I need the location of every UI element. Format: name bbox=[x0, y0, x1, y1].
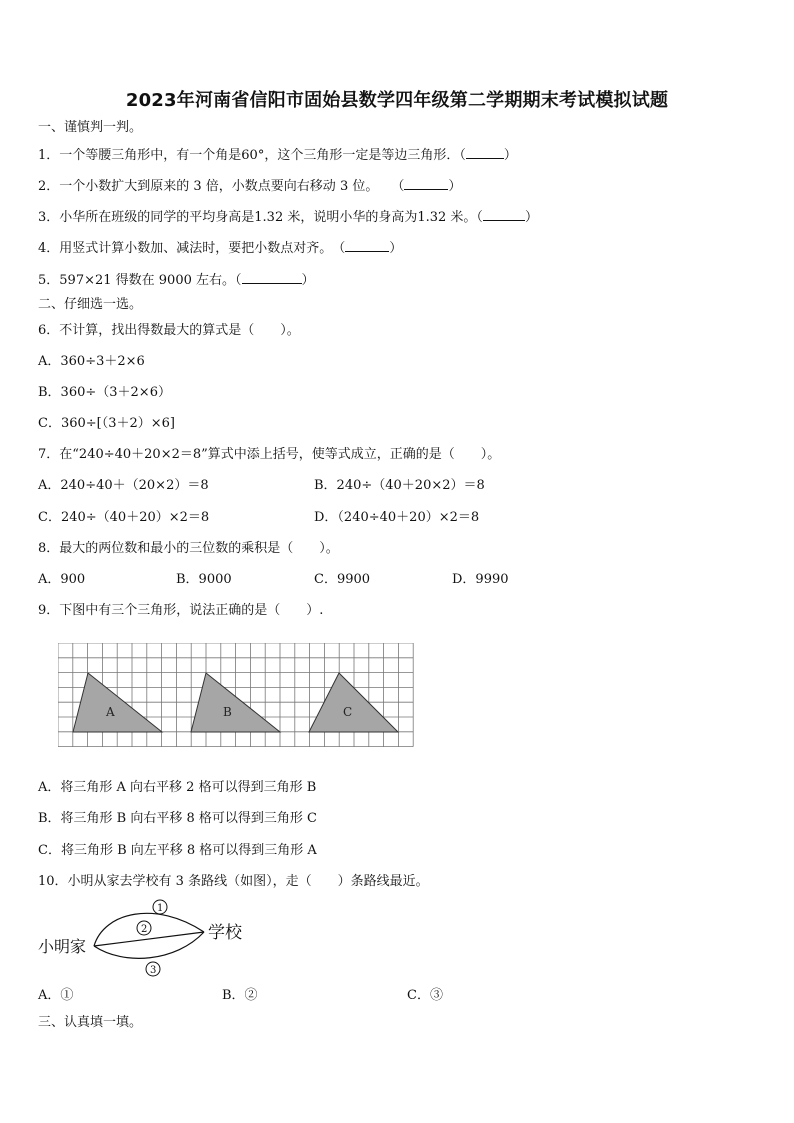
question-7: 7．在“240÷40＋20×2＝8”算式中添上括号，使等式成立，正确的是（ ）。 bbox=[38, 447, 501, 462]
answer-blank-2[interactable] bbox=[404, 177, 448, 190]
school-label: 学校 bbox=[208, 923, 242, 943]
section-heading-1: 一、谨慎判一判。 bbox=[38, 120, 143, 135]
route-3-number: 3 bbox=[150, 965, 157, 976]
route-diagram bbox=[36, 896, 256, 980]
question-6-option-b[interactable]: B．360÷（3＋2×6） bbox=[38, 385, 171, 400]
answer-blank-1[interactable] bbox=[466, 146, 504, 159]
route-1-number: 1 bbox=[157, 903, 164, 914]
question-5-text: 5．597×21 得数在 9000 左右。（ bbox=[38, 273, 242, 288]
triangle-b-label: B bbox=[223, 705, 232, 719]
question-9-option-b[interactable]: B．将三角形 B 向右平移 8 格可以得到三角形 C bbox=[38, 811, 317, 826]
question-9-option-a[interactable]: A．将三角形 A 向右平移 2 格可以得到三角形 B bbox=[38, 780, 317, 795]
question-7-option-b[interactable]: B．240÷（40＋20×2）＝8 bbox=[314, 478, 485, 493]
answer-blank-5[interactable] bbox=[242, 271, 302, 284]
route-3-path bbox=[94, 932, 204, 958]
question-7-option-c[interactable]: C．240÷（40＋20）×2＝8 bbox=[38, 510, 210, 525]
question-4-text: 4．用竖式计算小数加、减法时，要把小数点对齐。 （ bbox=[38, 241, 346, 256]
question-10-option-b[interactable]: B．② bbox=[222, 988, 258, 1003]
question-6-option-a[interactable]: A．360÷3＋2×6 bbox=[38, 354, 145, 369]
triangle-a-label: A bbox=[106, 705, 115, 719]
question-5: 5．597×21 得数在 9000 左右。（ ） bbox=[38, 273, 315, 288]
section-heading-3: 三、认真填一填。 bbox=[38, 1015, 143, 1030]
question-2: 2．一个小数扩大到原来的 3 倍，小数点要向右移动 3 位。 （ ） bbox=[38, 179, 462, 194]
question-10-option-a[interactable]: A．① bbox=[38, 988, 74, 1003]
question-3: 3．小华所在班级的同学的平均身高是1.32 米，说明小华的身高为1.32 米。（ ） bbox=[38, 210, 538, 225]
home-label: 小明家 bbox=[38, 937, 87, 956]
route-2-number: 2 bbox=[141, 924, 148, 935]
question-2-text: 2．一个小数扩大到原来的 3 倍，小数点要向右移动 3 位。 （ bbox=[38, 179, 405, 194]
page-title: 2023年河南省信阳市固始县数学四年级第二学期期末考试模拟试题 bbox=[125, 90, 669, 111]
question-8-option-b[interactable]: B．9000 bbox=[176, 572, 232, 587]
answer-blank-3[interactable] bbox=[483, 208, 525, 221]
triangle-c-label: C bbox=[343, 705, 353, 719]
section-heading-2: 二、仔细选一选。 bbox=[38, 297, 143, 312]
question-1-text: 1．一个等腰三角形中，有一个角是60°，这个三角形一定是等边三角形．（ bbox=[38, 148, 466, 163]
question-10-option-c[interactable]: C．③ bbox=[407, 988, 443, 1003]
question-9-option-c[interactable]: C．将三角形 B 向左平移 8 格可以得到三角形 A bbox=[38, 843, 317, 858]
question-9: 9．下图中有三个三角形，说法正确的是（ ）. bbox=[38, 603, 324, 618]
question-8-option-d[interactable]: D．9990 bbox=[452, 572, 509, 587]
question-8-option-a[interactable]: A．900 bbox=[38, 572, 86, 587]
answer-blank-4[interactable] bbox=[345, 239, 389, 252]
question-3-text: 3．小华所在班级的同学的平均身高是1.32 米，说明小华的身高为1.32 米。（ bbox=[38, 210, 483, 225]
question-4: 4．用竖式计算小数加、减法时，要把小数点对齐。 （ ） bbox=[38, 241, 403, 256]
question-6: 6．不计算，找出得数最大的算式是（ ）。 bbox=[38, 323, 300, 338]
triangle-grid-figure bbox=[58, 643, 415, 749]
question-1: 1．一个等腰三角形中，有一个角是60°，这个三角形一定是等边三角形．（ ） bbox=[38, 148, 517, 163]
question-10: 10．小明从家去学校有 3 条路线（如图），走（ ）条路线最近。 bbox=[38, 874, 429, 889]
question-8-option-c[interactable]: C．9900 bbox=[314, 572, 371, 587]
question-7-option-d[interactable]: D．（240÷40＋20）×2＝8 bbox=[314, 510, 480, 525]
question-7-option-a[interactable]: A．240÷40＋（20×2）＝8 bbox=[38, 478, 209, 493]
route-2-path bbox=[94, 932, 204, 946]
question-8: 8．最大的两位数和最小的三位数的乘积是（ ）。 bbox=[38, 541, 339, 556]
question-6-option-c[interactable]: C．360÷[（3＋2）×6] bbox=[38, 416, 176, 431]
